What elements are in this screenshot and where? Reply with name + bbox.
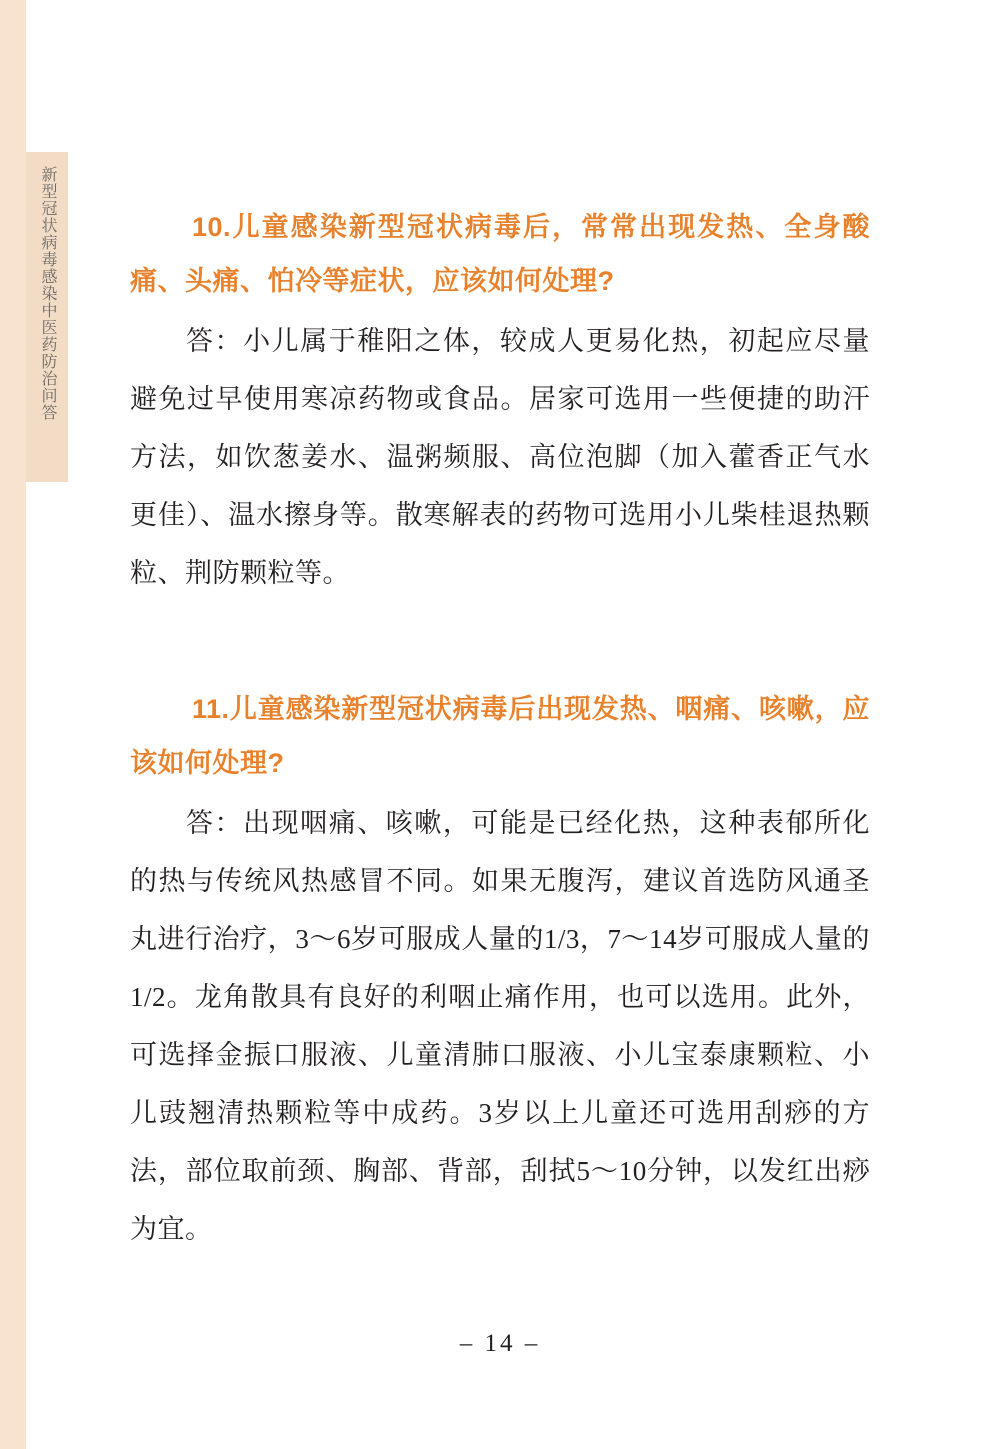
answer-text-11: 答：出现咽痛、咳嗽，可能是已经化热，这种表郁所化的热与传统风热感冒不同。如果无腹泻，建议首选防风通圣丸进行治疗，3～6岁可服成人量的1/3，7～14岁可服成人量的1/2。龙角散具有良好的利咽止痛作用，也可以选用。此外，可选择金振口服液、儿童清肺口服液、小儿宝泰康颗粒、小儿豉翘清热颗粒等中成药。3岁以上儿童还可选用刮痧的方法，部位取前颈、胸部、背部，刮拭5～10分钟，以发红出痧为宜。	[130, 808, 870, 1244]
answer-text-10: 答：小儿属于稚阳之体，较成人更易化热，初起应尽量避免过早使用寒凉药物或食品。居家可选用一些便捷的助汗方法，如饮葱姜水、温粥频服、高位泡脚（加入藿香正气水更佳）、温水擦身等。散寒解表的药物可选用小儿柴桂退热颗粒、荆防颗粒等。	[130, 326, 870, 588]
page-content	[130, 200, 870, 1292]
question-heading-10: 10.儿童感染新型冠状病毒后，常常出现发热、全身酸痛、头痛、怕冷等症状，应该如何处理?	[130, 212, 870, 296]
side-tab-title: 新型冠状病毒感染中医药防治问答	[39, 166, 56, 421]
section-spacer	[130, 636, 870, 682]
qa-item-10	[130, 200, 870, 602]
qa-item-11	[130, 682, 870, 1258]
page-number: – 14 –	[459, 1330, 541, 1357]
question-heading-11: 11.儿童感染新型冠状病毒后出现发热、咽痛、咳嗽，应该如何处理?	[130, 694, 870, 778]
decorative-side-band	[0, 0, 26, 1449]
